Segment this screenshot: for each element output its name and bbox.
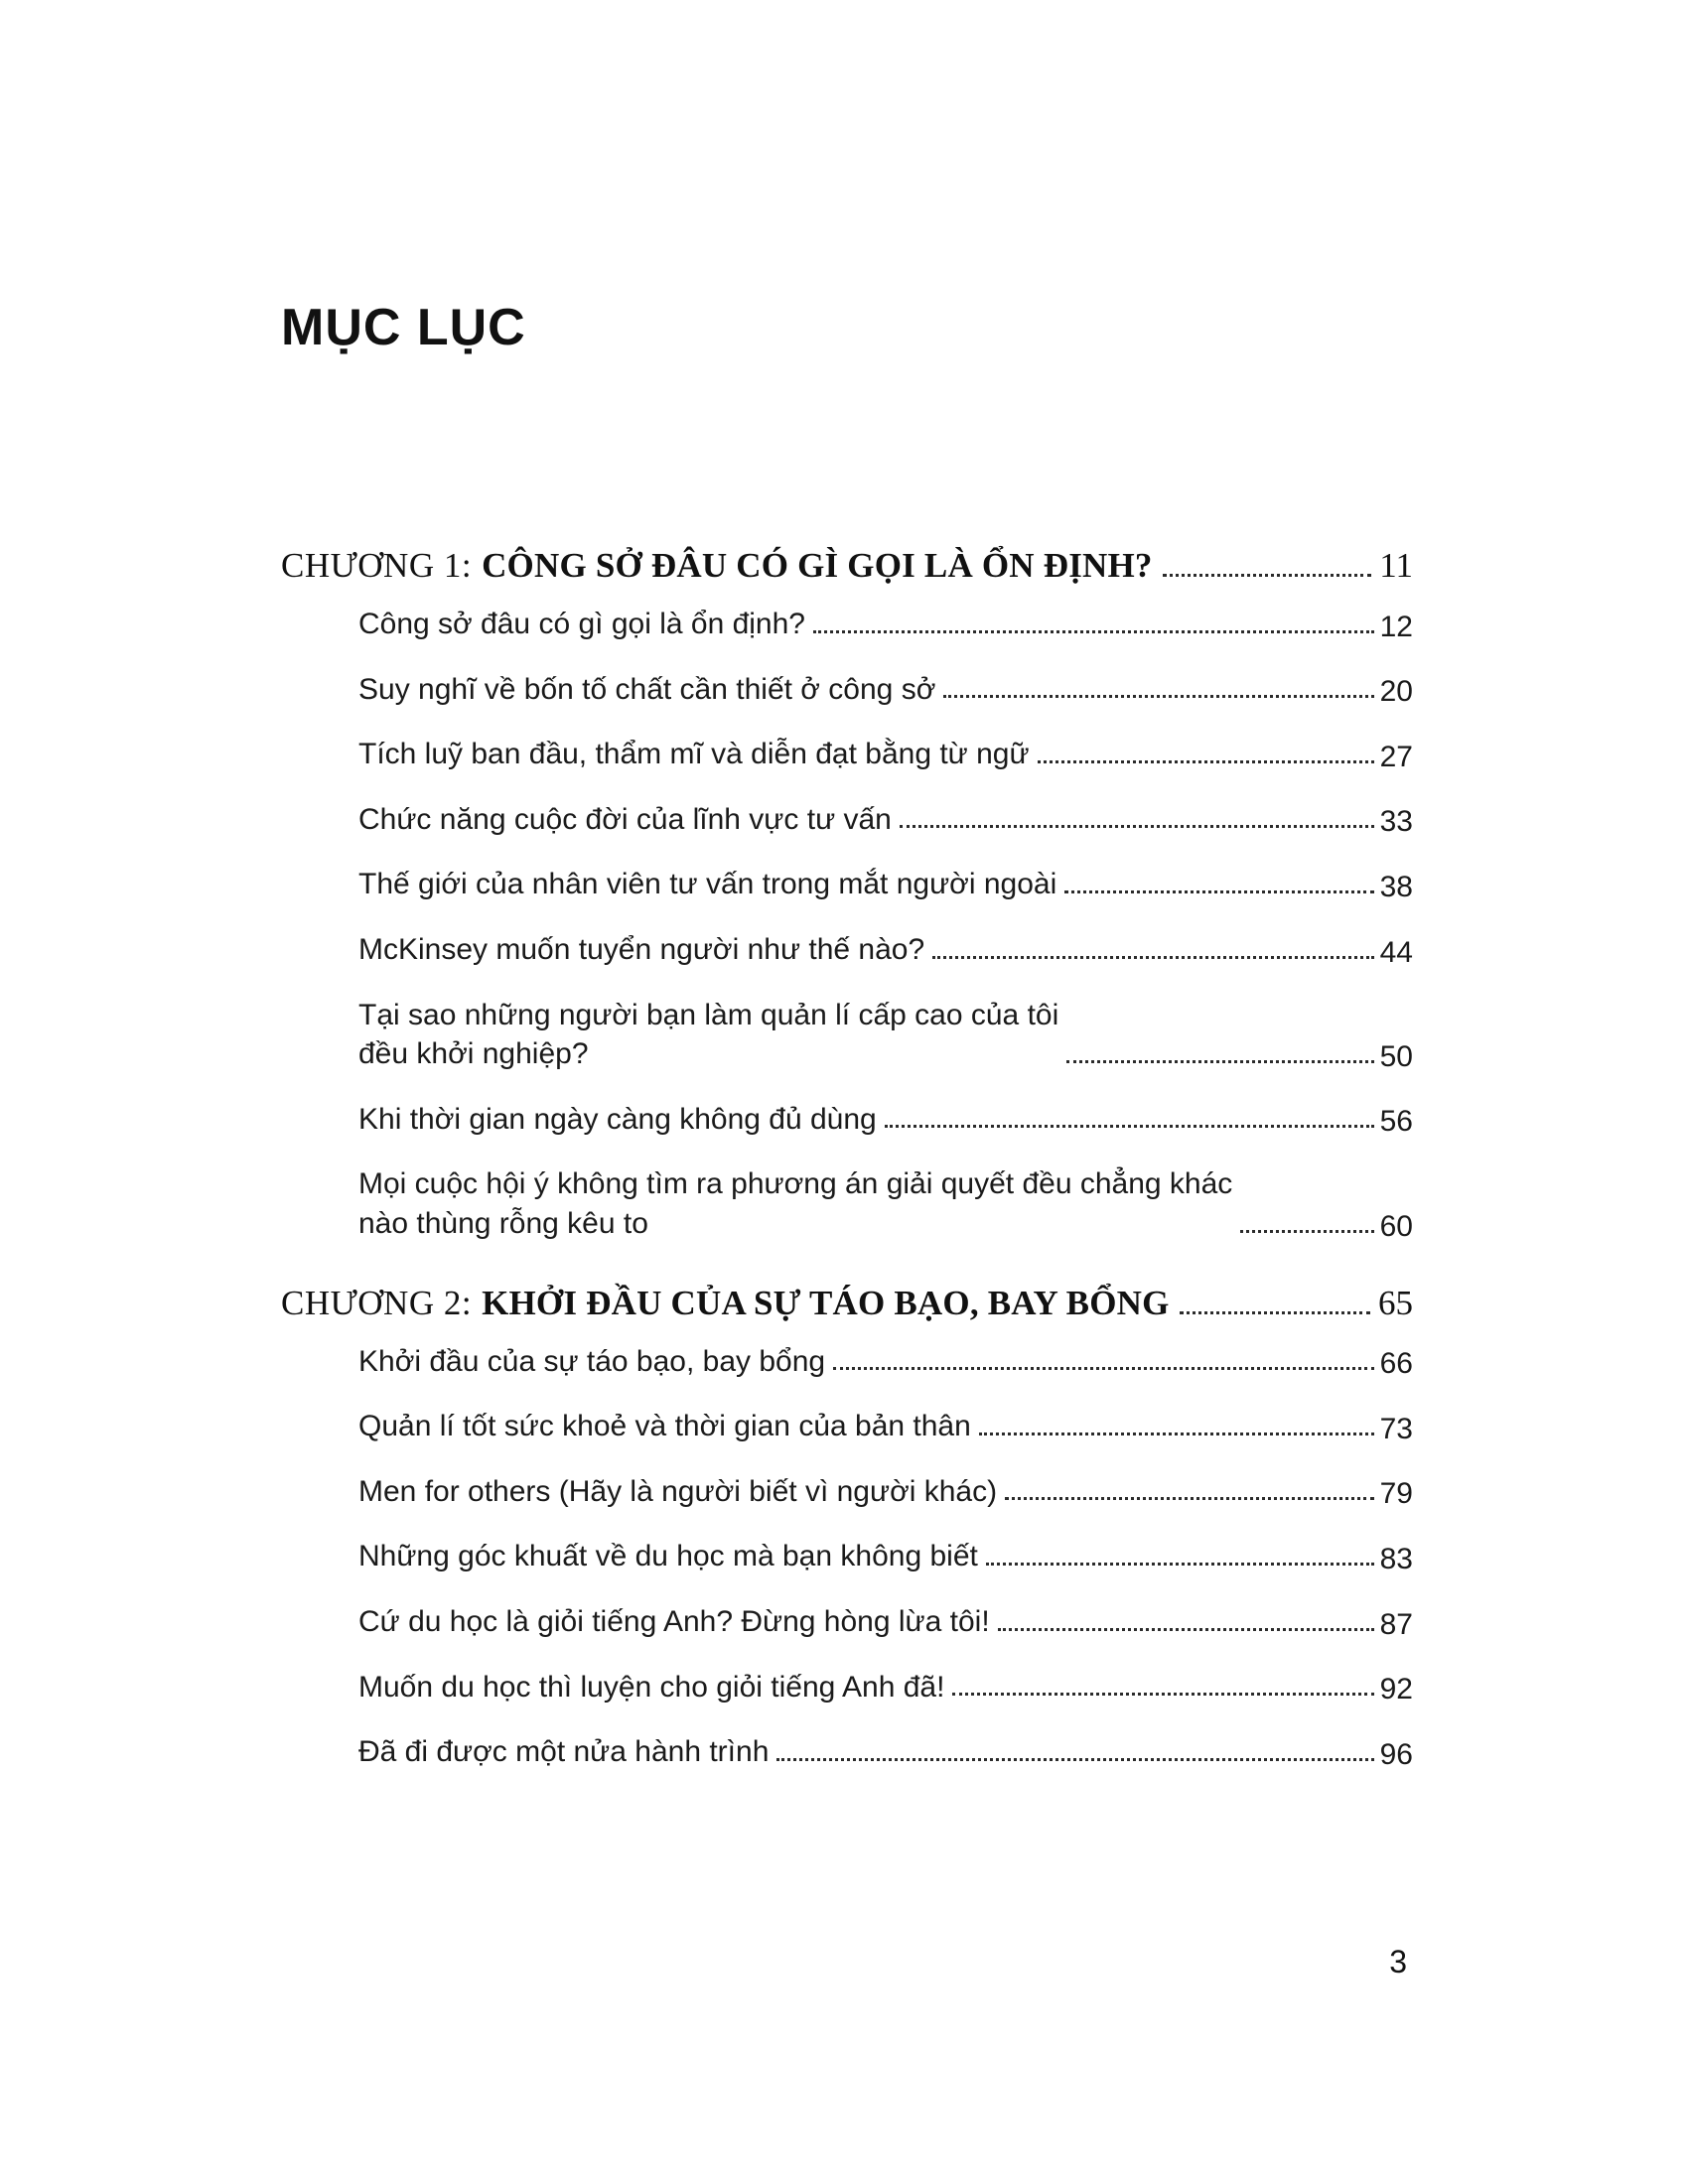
leader-dots: [986, 1562, 1374, 1566]
toc-entry-label: Đã đi được một nửa hành trình: [358, 1735, 770, 1769]
toc-entry-label: Công sở đâu có gì gọi là ổn định?: [358, 608, 805, 640]
page-folio-number: 3: [1389, 1944, 1407, 1979]
chapter-title: KHỞI ĐẦU CỦA SỰ TÁO BẠO, BAY BỔNG: [482, 1283, 1170, 1322]
leader-dots: [900, 824, 1374, 828]
leader-dots: [776, 1757, 1373, 1761]
toc-entry[interactable]: [281, 670, 1413, 710]
toc-entry-label: [358, 1164, 1232, 1243]
toc-chapter-heading[interactable]: [281, 1284, 1413, 1324]
toc-entry-page-number: 12: [1379, 610, 1413, 643]
leader-dots: [979, 1432, 1374, 1435]
toc-entry-label: Suy nghĩ về bốn tố chất cần thiết ở công sở: [358, 672, 936, 706]
page-content: [281, 298, 1413, 1798]
toc-entry-label: Cứ du học là giỏi tiếng Anh? Đừng hòng lừa tôi!: [358, 1604, 990, 1638]
toc-entry[interactable]: [281, 930, 1413, 970]
leader-dots: [1163, 573, 1372, 577]
toc-entry-label: Men for others (Hãy là người biết vì người khác): [358, 1474, 998, 1508]
toc-entry-page-number: 60: [1379, 1209, 1413, 1243]
toc-entry-page-number: 56: [1379, 1105, 1413, 1139]
toc-entry-line-1: Mọi cuộc hội ý không tìm ra phương án giải quyết đều chẳng khác: [358, 1167, 1233, 1201]
toc-entry-page-number: 79: [1379, 1477, 1413, 1511]
toc-entry-page-number: 66: [1379, 1347, 1413, 1381]
toc-entry-page-number: 38: [1379, 870, 1413, 903]
toc-entry-label: Những góc khuất về du học mà bạn không biết: [358, 1540, 978, 1573]
chapter-label: CHƯƠNG 1:: [281, 546, 473, 585]
toc-entry-page-number: 50: [1379, 1039, 1413, 1073]
toc-entry-page-number: 27: [1379, 740, 1413, 773]
toc-entry[interactable]: [281, 1164, 1413, 1243]
toc-entry-label: Tích luỹ ban đầu, thẩm mĩ và diễn đạt bằng từ ngữ: [358, 738, 1030, 771]
toc-entry-line-2: đều khởi nghiệp?: [358, 1037, 589, 1071]
toc-entry[interactable]: [281, 1342, 1413, 1382]
toc-entry-line-1: Tại sao những người bạn làm quản lí cấp cao của tôi: [358, 998, 1059, 1031]
table-of-contents: [281, 546, 1413, 1772]
toc-entry-page-number: 44: [1379, 935, 1413, 969]
toc-entry[interactable]: [281, 1602, 1413, 1642]
toc-entry-label: Khi thời gian ngày càng không đủ dùng: [358, 1102, 877, 1136]
toc-entry-label: Thế giới của nhân viên tư vấn trong mắt người ngoài: [358, 868, 1057, 901]
toc-entry-page-number: 20: [1379, 675, 1413, 709]
toc-entry-page-number: 96: [1379, 1737, 1413, 1771]
page-title: MỤC LỤC: [281, 299, 526, 356]
toc-entry-line-2: nào thùng rỗng kêu to: [358, 1206, 648, 1240]
leader-dots: [813, 629, 1374, 633]
leader-dots: [952, 1692, 1373, 1696]
leader-dots: [1240, 1229, 1373, 1233]
leader-dots: [833, 1366, 1374, 1370]
toc-entry-label: Chức năng cuộc đời của lĩnh vực tư vấn: [358, 802, 892, 836]
chapter-page-number: 11: [1379, 546, 1413, 585]
leader-dots: [943, 694, 1373, 698]
toc-entry-page-number: 87: [1379, 1607, 1413, 1641]
toc-entry-page-number: 92: [1379, 1673, 1413, 1706]
toc-entry-page-number: 83: [1379, 1542, 1413, 1575]
leader-dots: [1038, 759, 1374, 763]
toc-entry-label: Muốn du học thì luyện cho giỏi tiếng Anh đã!: [358, 1670, 945, 1704]
leader-dots: [1180, 1310, 1370, 1314]
toc-entry-page-number: 33: [1379, 805, 1413, 839]
chapter-page-number: 65: [1378, 1283, 1413, 1322]
toc-entry[interactable]: [281, 605, 1413, 644]
toc-entry[interactable]: [281, 1668, 1413, 1707]
toc-entry[interactable]: [281, 1732, 1413, 1772]
leader-dots: [1066, 1059, 1373, 1063]
toc-entry[interactable]: [281, 865, 1413, 904]
leader-dots: [885, 1124, 1374, 1128]
toc-entry-label: Khởi đầu của sự táo bạo, bay bổng: [358, 1344, 826, 1378]
leader-dots: [932, 955, 1373, 959]
toc-entry[interactable]: [281, 996, 1413, 1074]
leader-dots: [1005, 1496, 1374, 1500]
toc-entry[interactable]: [281, 1472, 1413, 1512]
toc-chapter-heading[interactable]: [281, 546, 1413, 587]
toc-entry-label: Quản lí tốt sức khoẻ và thời gian của bản thân: [358, 1410, 971, 1443]
chapter-label: CHƯƠNG 2:: [281, 1283, 473, 1322]
toc-entry[interactable]: [281, 800, 1413, 840]
toc-entry-label: [358, 996, 1058, 1074]
toc-entry[interactable]: [281, 735, 1413, 774]
leader-dots: [1064, 889, 1373, 893]
toc-entry[interactable]: [281, 1100, 1413, 1140]
toc-entry[interactable]: [281, 1407, 1413, 1446]
toc-entry[interactable]: [281, 1537, 1413, 1576]
toc-entry-page-number: 73: [1379, 1412, 1413, 1445]
toc-entry-label: McKinsey muốn tuyển người như thế nào?: [358, 932, 925, 966]
chapter-title: CÔNG SỞ ĐÂU CÓ GÌ GỌI LÀ ỔN ĐỊNH?: [482, 546, 1153, 585]
leader-dots: [998, 1627, 1374, 1631]
